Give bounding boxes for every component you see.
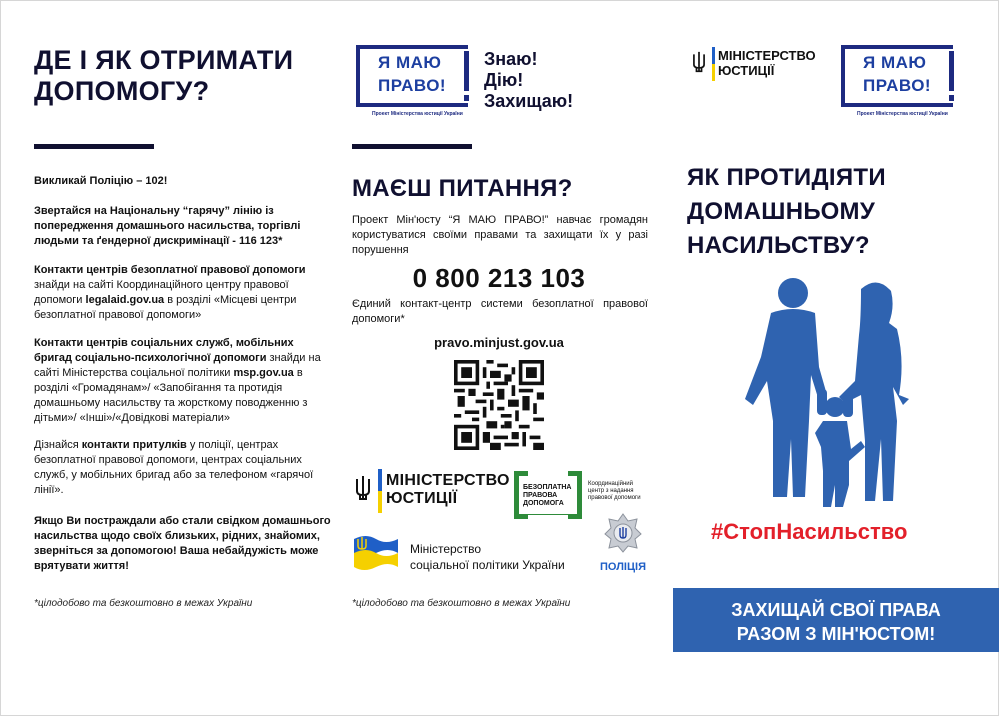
shelter-paragraph bbox=[34, 438, 334, 498]
social-link[interactable]: msp.gov.ua bbox=[233, 367, 294, 379]
contact-center-text: Єдиний контакт-центр системи безоплатної правової допомоги* bbox=[352, 298, 648, 325]
police-logo bbox=[596, 513, 650, 575]
minjust-logo: МІНІСТЕРСТВО ЮСТИЦІЇ bbox=[354, 467, 504, 515]
footnote: *цілодобово та безкоштовно в межах України bbox=[34, 598, 253, 609]
trident-icon bbox=[691, 51, 707, 73]
slogan-know: Знаю! bbox=[484, 49, 538, 69]
qr-code bbox=[454, 360, 544, 450]
minjust-logo-top: МІНІСТЕРСТВО ЮСТИЦІЇ bbox=[691, 45, 831, 85]
police-star-icon bbox=[604, 513, 642, 553]
slogan-protect: Захищаю! bbox=[484, 91, 574, 111]
trident-icon bbox=[354, 475, 372, 501]
family-silhouette-image bbox=[735, 271, 935, 507]
ya-mayu-pravo-logo: Я МАЮ ПРАВО! Проект Міністерства юстиції України bbox=[356, 45, 481, 119]
cta-line-1: ЗАХИЩАЙ СВОЇ ПРАВА bbox=[731, 600, 941, 620]
questions-column bbox=[348, 1, 650, 716]
questions-title: МАЄШ ПИТАННЯ? bbox=[352, 175, 573, 202]
cover-column bbox=[673, 1, 999, 716]
social-end: в розділі «Громадянам»/ «Запобігання та протидія домашньому насильству та жорсткому поводженню з дітьми»/ «Інші»/«Довідкові матеріали» bbox=[34, 367, 308, 424]
project-website[interactable]: pravo.minjust.gov.ua bbox=[434, 335, 564, 350]
social-text: знайди на сайті Міністерства соціальної політики bbox=[34, 352, 321, 379]
msp-logo: Міністерство соціальної політики України bbox=[352, 531, 592, 577]
legal-aid-end: в розділі «Місцеві центри безоплатної правової допомоги» bbox=[34, 294, 297, 321]
footnote-2: *цілодобово та безкоштовно в межах України bbox=[352, 598, 571, 609]
shelter-lead: контакти притулків bbox=[81, 439, 187, 451]
slogan bbox=[484, 49, 573, 112]
ukraine-flag-icon bbox=[352, 533, 400, 573]
legal-aid-paragraph bbox=[34, 263, 334, 323]
help-column bbox=[34, 1, 334, 716]
hotline-text: Звертайся на Національну “гарячу” лінію із попередження домашнього насильства, торгівлі людьми та ґендерної дискримінації - 116 123* bbox=[34, 205, 301, 247]
witness-appeal: Якщо Ви постраждали або стали свідком домашнього насильства щодо своїх близьких, рідних, знайомих, зверніться за допомогою! Ваша небайдужість може врятувати життя! bbox=[34, 515, 331, 572]
hotline-phone[interactable]: 0 800 213 103 bbox=[412, 263, 586, 293]
legal-aid-logo: БЕЗОПЛАТНА ПРАВОВА ДОПОМОГА Координаційний центр з надання правової допомоги bbox=[514, 471, 650, 521]
social-services-paragraph bbox=[34, 336, 334, 426]
ya-mayu-pravo-logo-top: Я МАЮ ПРАВО! Проект Міністерства юстиції України bbox=[841, 45, 966, 119]
cover-title: ЯК ПРОТИДІЯТИ ДОМАШНЬОМУ НАСИЛЬСТВУ? bbox=[687, 164, 886, 259]
help-title: ДЕ І ЯК ОТРИМАТИ ДОПОМОГУ? bbox=[34, 45, 294, 106]
legal-aid-text: знайди на сайті Координаційного центру правової допомоги bbox=[34, 279, 289, 306]
stop-violence-hashtag: #СтопНасильство bbox=[711, 519, 908, 544]
shelter-start: Дізнайся bbox=[34, 439, 82, 451]
police-call-text: Викликай Поліцію – 102! bbox=[34, 175, 168, 187]
police-label: ПОЛІЦІЯ bbox=[600, 561, 646, 573]
social-lead: Контакти центрів соціальних служб, мобільних бригад соціально-психологічної допомоги bbox=[34, 337, 294, 364]
shelter-end: у поліції, центрах безоплатної правової допомоги, центрах соціальних служб, у мобільних бригад або за телефоном «гарячої лінії». bbox=[34, 439, 314, 496]
slogan-act: Дію! bbox=[484, 70, 524, 90]
cta-banner bbox=[673, 588, 999, 652]
help-title-rule bbox=[34, 144, 154, 149]
legal-aid-lead: Контакти центрів безоплатної правової допомоги bbox=[34, 264, 306, 276]
questions-rule bbox=[352, 144, 472, 149]
project-intro: Проект Мін'юсту “Я МАЮ ПРАВО!” навчає громадян користуватися своїми правами та захищати їх у разі порушення bbox=[352, 214, 648, 256]
legal-aid-link[interactable]: legalaid.gov.ua bbox=[85, 294, 165, 306]
cta-line-2: РАЗОМ З МІН'ЮСТОМ! bbox=[736, 624, 936, 644]
